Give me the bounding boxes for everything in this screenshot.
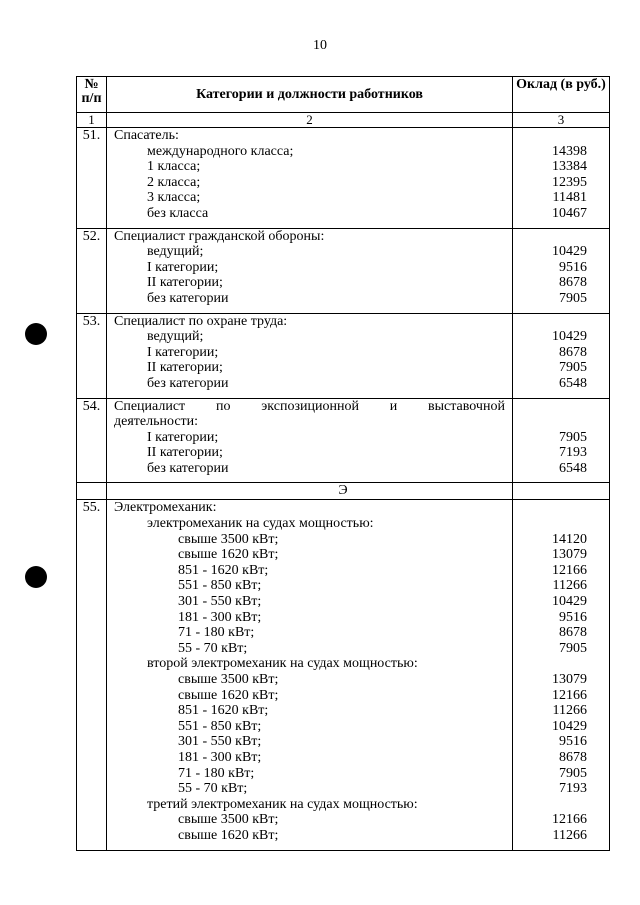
salary-value: 11266	[552, 827, 587, 843]
group-title: Электромеханик:	[114, 500, 217, 516]
salary-value: 7905	[559, 290, 587, 306]
table-line	[77, 314, 609, 330]
salary-value: 8678	[559, 625, 587, 641]
table-line	[77, 750, 609, 766]
position-label: 3 класса;	[147, 190, 201, 206]
salary-value: 11481	[552, 190, 587, 206]
table-line	[77, 175, 609, 191]
salary-value: 8678	[559, 344, 587, 360]
salary-table	[76, 76, 610, 851]
position-label: без категории	[147, 290, 229, 306]
position-label: 551 - 850 кВт;	[178, 718, 262, 734]
salary-value: 8678	[559, 749, 587, 765]
table-line	[77, 610, 609, 626]
table-line	[77, 516, 609, 532]
table-line	[77, 159, 609, 175]
position-label: 181 - 300 кВт;	[178, 749, 262, 765]
section-letter: Э	[338, 483, 348, 499]
table-line	[77, 206, 609, 222]
table-line	[77, 430, 609, 446]
num-column-cell	[77, 483, 107, 499]
table-line	[77, 719, 609, 735]
position-label: 181 - 300 кВт;	[178, 609, 262, 625]
table-line	[77, 128, 609, 144]
table-line	[77, 414, 609, 430]
position-label: свыше 3500 кВт;	[178, 531, 279, 547]
column-numbers-row	[77, 113, 609, 128]
table-line	[77, 399, 609, 415]
header-salary: Оклад (в руб.)	[516, 77, 606, 92]
table-line	[77, 190, 609, 206]
position-label: I категории;	[147, 344, 219, 360]
salary-value: 12395	[552, 174, 587, 190]
table-line	[77, 360, 609, 376]
table-line	[77, 244, 609, 260]
position-label: I категории;	[147, 259, 219, 275]
header-num: № п/п	[81, 77, 102, 106]
position-label: без категории	[147, 375, 229, 391]
position-label: I категории;	[147, 429, 219, 445]
position-label: 851 - 1620 кВт;	[178, 562, 269, 578]
title-word: и	[389, 398, 398, 414]
title-word: выставочной	[428, 398, 505, 414]
position-label: 301 - 550 кВт;	[178, 734, 262, 750]
page-number: 10	[313, 38, 327, 53]
position-label: 71 - 180 кВт;	[178, 765, 255, 781]
salary-value: 9516	[559, 259, 587, 275]
table-line	[77, 563, 609, 579]
table-line	[77, 578, 609, 594]
table-line	[77, 656, 609, 672]
salary-value: 6548	[559, 460, 587, 476]
table-line	[77, 703, 609, 719]
position-label: международного класса;	[147, 143, 294, 159]
position-label: свыше 3500 кВт;	[178, 812, 279, 828]
table-line	[77, 672, 609, 688]
position-label: 2 класса;	[147, 174, 201, 190]
salary-column-cell	[512, 483, 609, 499]
table-line	[77, 532, 609, 548]
salary-value: 11266	[552, 703, 587, 719]
subgroup-title: электромеханик на судах мощностью:	[147, 516, 374, 532]
group-row-55	[77, 500, 609, 850]
position-label: без класса	[147, 205, 209, 221]
table-line	[77, 734, 609, 750]
table-line	[77, 144, 609, 160]
table-line	[77, 797, 609, 813]
salary-value: 10429	[552, 329, 587, 345]
salary-value: 12166	[552, 812, 587, 828]
table-line	[77, 594, 609, 610]
item-number: 54.	[82, 398, 101, 414]
section-row	[77, 483, 609, 500]
salary-value: 10429	[552, 718, 587, 734]
salary-value: 7905	[559, 360, 587, 376]
table-line	[77, 688, 609, 704]
salary-value: 10467	[552, 205, 587, 221]
table-line	[77, 625, 609, 641]
position-label: свыше 3500 кВт;	[178, 672, 279, 687]
table-line	[77, 500, 609, 516]
position-label: ведущий;	[147, 244, 204, 260]
salary-value: 7193	[559, 781, 587, 797]
table-line	[77, 345, 609, 361]
salary-value: 13384	[552, 159, 587, 175]
salary-value: 13079	[552, 672, 587, 687]
position-label: свыше 1620 кВт;	[178, 687, 279, 703]
table-line	[77, 828, 609, 844]
position-label: 55 - 70 кВт;	[178, 640, 248, 656]
punch-hole-top	[25, 323, 47, 345]
table-header	[77, 77, 609, 113]
column-number-1: 1	[88, 112, 95, 127]
group-row-51	[77, 128, 609, 229]
column-number-3: 3	[557, 112, 565, 127]
group-title: Специалист гражданской обороны:	[114, 228, 325, 244]
salary-value: 9516	[559, 734, 587, 750]
group-row-53	[77, 314, 609, 399]
position-label: ведущий;	[147, 329, 204, 345]
group-title: Специалист по охране труда:	[114, 313, 288, 329]
salary-value: 12166	[552, 687, 587, 703]
table-line	[77, 229, 609, 245]
item-number: 52.	[82, 228, 101, 244]
salary-value: 7905	[559, 765, 587, 781]
header-title: Категории и должности работников	[196, 87, 423, 102]
group-title-justified	[114, 399, 505, 415]
table-line	[77, 376, 609, 392]
position-label: 55 - 70 кВт;	[178, 781, 248, 797]
position-label: II категории;	[147, 275, 223, 291]
salary-value: 6548	[559, 375, 587, 391]
group-row-54	[77, 399, 609, 484]
salary-value: 14120	[552, 531, 587, 547]
salary-value: 11266	[552, 578, 587, 594]
position-label: 301 - 550 кВт;	[178, 594, 262, 610]
title-word: Специалист	[114, 398, 186, 414]
position-label: без категории	[147, 460, 229, 476]
position-label: II категории;	[147, 445, 223, 461]
salary-value: 13079	[552, 547, 587, 563]
group-title: Спасатель:	[114, 128, 179, 143]
salary-value: 7905	[559, 429, 587, 445]
table-line	[77, 812, 609, 828]
position-label: свыше 1620 кВт;	[178, 827, 279, 843]
salary-value: 9516	[559, 609, 587, 625]
position-label: 1 класса;	[147, 159, 201, 175]
table-line	[77, 461, 609, 477]
table-line	[77, 445, 609, 461]
position-label: свыше 1620 кВт;	[178, 547, 279, 563]
salary-value: 10429	[552, 244, 587, 260]
table-line	[77, 641, 609, 657]
table-line	[77, 329, 609, 345]
table-line	[77, 766, 609, 782]
group-title-continued: деятельности:	[114, 414, 199, 430]
salary-value: 8678	[559, 275, 587, 291]
table-line	[77, 275, 609, 291]
table-line	[77, 260, 609, 276]
title-word: по	[215, 398, 231, 414]
title-word: экспозиционной	[261, 398, 359, 414]
position-label: 851 - 1620 кВт;	[178, 703, 269, 719]
position-label: II категории;	[147, 360, 223, 376]
salary-value: 7905	[559, 640, 587, 656]
position-label: 551 - 850 кВт;	[178, 578, 262, 594]
salary-value: 12166	[552, 562, 587, 578]
item-number: 51.	[82, 128, 101, 143]
punch-hole-bottom	[25, 566, 47, 588]
subgroup-title: третий электромеханик на судах мощностью:	[147, 796, 418, 812]
column-number-2: 2	[306, 112, 313, 127]
salary-value: 14398	[552, 143, 587, 159]
item-number: 55.	[82, 500, 101, 516]
table-line	[77, 781, 609, 797]
salary-value: 10429	[552, 594, 587, 610]
group-row-52	[77, 229, 609, 314]
position-label: 71 - 180 кВт;	[178, 625, 255, 641]
table-line	[77, 291, 609, 307]
item-number: 53.	[82, 313, 101, 329]
salary-value: 7193	[559, 445, 587, 461]
table-line	[77, 547, 609, 563]
subgroup-title: второй электромеханик на судах мощностью:	[147, 656, 418, 672]
